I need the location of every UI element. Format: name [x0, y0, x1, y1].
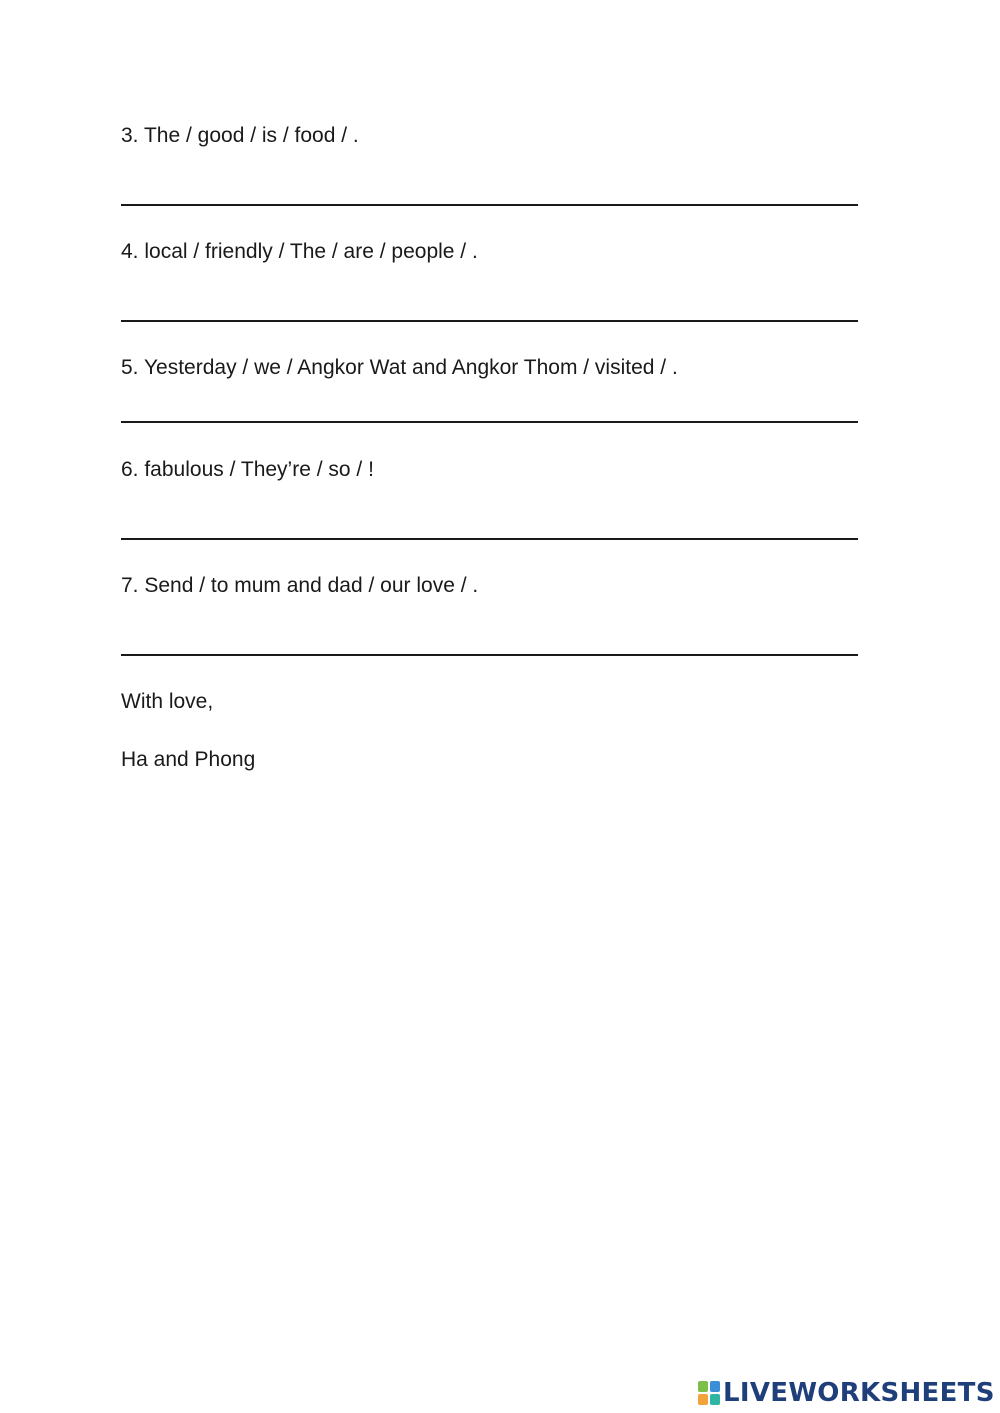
liveworksheets-logo-icon: [698, 1381, 720, 1405]
exercise-5-prompt: 5. Yesterday / we / Angkor Wat and Angkor Thom / visited / .: [121, 356, 678, 379]
exercise-3-prompt: 3. The / good / is / food / .: [121, 124, 359, 147]
exercise-4-answer-line[interactable]: [121, 320, 858, 322]
exercise-7-prompt: 7. Send / to mum and dad / our love / .: [121, 574, 479, 597]
exercise-6-answer-line[interactable]: [121, 538, 858, 540]
closing-signature: Ha and Phong: [121, 748, 256, 771]
closing-salutation: With love,: [121, 690, 214, 713]
exercise-7-answer-line[interactable]: [121, 654, 858, 656]
exercise-6-prompt: 6. fabulous / They’re / so / !: [121, 458, 374, 481]
liveworksheets-watermark: [698, 1377, 995, 1409]
exercise-5-answer-line[interactable]: [121, 421, 858, 423]
exercise-3-answer-line[interactable]: [121, 204, 858, 206]
exercise-4-prompt: 4. local / friendly / The / are / people / .: [121, 240, 478, 263]
liveworksheets-brand-text: LIVEWORKSHEETS: [723, 1378, 995, 1408]
